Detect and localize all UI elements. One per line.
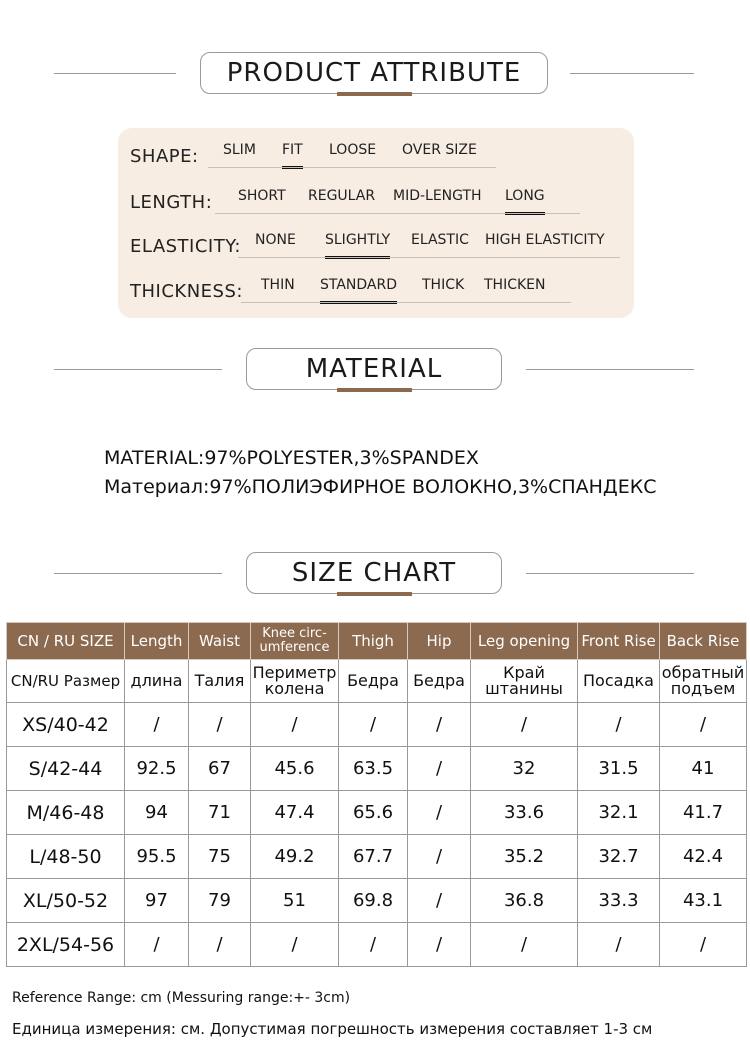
attr-option: THIN (261, 277, 295, 293)
product-attribute-header (0, 52, 750, 112)
table-row (7, 835, 747, 879)
title-accent-bar (337, 388, 412, 392)
table-cell: / (408, 879, 471, 923)
attr-option-selected: SLIGHTLY (325, 232, 390, 248)
table-cell: / (189, 703, 251, 747)
material-header (0, 348, 750, 408)
table-cell: / (471, 923, 578, 967)
header-cell: Hip (408, 623, 471, 660)
title-accent-bar (337, 592, 412, 596)
table-cell: 36.8 (471, 879, 578, 923)
table-row (7, 703, 747, 747)
section-title: PRODUCT ATTRIBUTE (200, 52, 548, 94)
table-cell: / (578, 923, 660, 967)
reference-note-en: Reference Range: cm (Messuring range:+- 3cm) (12, 990, 351, 1006)
table-cell: 42.4 (660, 835, 747, 879)
table-cell: / (408, 703, 471, 747)
header-cell: Leg opening (471, 623, 578, 660)
header-cell: Knee circ-umference (251, 623, 339, 660)
table-cell: 31.5 (578, 747, 660, 791)
header-cell-ru: Бедра (408, 660, 471, 703)
attr-option: HIGH ELASTICITY (485, 232, 605, 248)
table-cell: 32.1 (578, 791, 660, 835)
header-rule-left (54, 73, 176, 74)
table-cell: / (471, 703, 578, 747)
attr-option: SHORT (238, 188, 286, 204)
attr-label: THICKNESS: (130, 281, 243, 302)
table-row (7, 747, 747, 791)
header-cell: Length (125, 623, 189, 660)
attr-row-thickness (118, 275, 634, 305)
table-header-row (7, 623, 747, 660)
table-cell: / (251, 703, 339, 747)
attr-option-selected: FIT (282, 142, 303, 158)
attr-option: THICK (422, 277, 465, 293)
attr-rule (208, 167, 496, 168)
size-label-cell: 2XL/54-56 (7, 923, 125, 967)
attr-label: ELASTICITY: (130, 236, 241, 257)
header-cell: Waist (189, 623, 251, 660)
table-cell: 33.6 (471, 791, 578, 835)
table-cell: / (408, 835, 471, 879)
table-cell: / (660, 703, 747, 747)
attr-option-selected: LONG (505, 188, 545, 204)
size-label-cell: XS/40-42 (7, 703, 125, 747)
table-cell: / (251, 923, 339, 967)
header-cell-ru: Периметр колена (251, 660, 339, 703)
table-cell: 49.2 (251, 835, 339, 879)
table-cell: 65.6 (339, 791, 408, 835)
attr-option: MID-LENGTH (393, 188, 482, 204)
attr-row-elasticity (118, 230, 634, 260)
table-cell: / (125, 923, 189, 967)
table-cell: 67 (189, 747, 251, 791)
size-label-cell: S/42-44 (7, 747, 125, 791)
header-cell-ru: CN/RU Размер (7, 660, 125, 703)
header-cell-ru: Посадка (578, 660, 660, 703)
size-chart-header (0, 552, 750, 612)
table-header-row-ru (7, 660, 747, 703)
attr-rule (241, 302, 571, 303)
table-cell: / (339, 703, 408, 747)
table-row (7, 923, 747, 967)
attr-label: LENGTH: (130, 192, 213, 213)
header-rule-left (54, 369, 222, 370)
header-cell: Front Rise (578, 623, 660, 660)
attr-label: SHAPE: (130, 146, 199, 167)
attr-option: REGULAR (308, 188, 376, 204)
size-label-cell: XL/50-52 (7, 879, 125, 923)
table-cell: 75 (189, 835, 251, 879)
table-cell: / (189, 923, 251, 967)
table-cell: 79 (189, 879, 251, 923)
table-cell: 32.7 (578, 835, 660, 879)
header-cell-ru: Талия (189, 660, 251, 703)
table-cell: / (339, 923, 408, 967)
table-cell: 32 (471, 747, 578, 791)
attr-option: THICKEN (484, 277, 546, 293)
title-accent-bar (337, 92, 412, 96)
table-cell: 47.4 (251, 791, 339, 835)
header-rule-right (526, 573, 694, 574)
table-cell: / (408, 923, 471, 967)
table-cell: / (578, 703, 660, 747)
attr-option: NONE (255, 232, 296, 248)
attr-row-length (118, 186, 634, 216)
attr-option: OVER SIZE (402, 142, 477, 158)
reference-note-ru: Единица измерения: см. Допустимая погрешность измерения составляет 1-3 см (12, 1020, 653, 1038)
size-label-cell: L/48-50 (7, 835, 125, 879)
table-cell: 43.1 (660, 879, 747, 923)
table-cell: / (408, 791, 471, 835)
table-cell: / (408, 747, 471, 791)
attr-option-selected: STANDARD (320, 277, 397, 293)
table-cell: 41.7 (660, 791, 747, 835)
table-cell: 95.5 (125, 835, 189, 879)
attr-option: SLIM (223, 142, 256, 158)
header-rule-right (570, 73, 694, 74)
section-title: MATERIAL (246, 348, 502, 390)
size-label-cell: M/46-48 (7, 791, 125, 835)
table-cell: / (660, 923, 747, 967)
table-cell: 97 (125, 879, 189, 923)
size-chart-table (6, 622, 747, 967)
section-title: SIZE CHART (246, 552, 502, 594)
table-cell: 69.8 (339, 879, 408, 923)
attr-option: ELASTIC (411, 232, 469, 248)
header-cell: CN / RU SIZE (7, 623, 125, 660)
table-cell: 92.5 (125, 747, 189, 791)
header-cell: Back Rise (660, 623, 747, 660)
table-cell: 41 (660, 747, 747, 791)
table-cell: 35.2 (471, 835, 578, 879)
header-cell-ru: обратный подъем (660, 660, 747, 703)
material-text-ru: Материал:97%ПОЛИЭФИРНОЕ ВОЛОКНО,3%СПАНДЕКС (104, 476, 657, 498)
table-row (7, 879, 747, 923)
table-cell: 71 (189, 791, 251, 835)
table-cell: / (125, 703, 189, 747)
attr-rule (215, 213, 580, 214)
attribute-panel (118, 128, 634, 318)
table-cell: 45.6 (251, 747, 339, 791)
table-cell: 94 (125, 791, 189, 835)
attr-option: LOOSE (329, 142, 377, 158)
table-cell: 51 (251, 879, 339, 923)
header-cell-ru: Бедра (339, 660, 408, 703)
table-cell: 63.5 (339, 747, 408, 791)
table-row (7, 791, 747, 835)
header-rule-left (54, 573, 222, 574)
header-cell: Thigh (339, 623, 408, 660)
material-text-en: MATERIAL:97%POLYESTER,3%SPANDEX (104, 447, 479, 469)
attr-row-shape (118, 140, 634, 170)
header-rule-right (526, 369, 694, 370)
header-cell-ru: длина (125, 660, 189, 703)
header-cell-ru: Край штанины (471, 660, 578, 703)
table-cell: 67.7 (339, 835, 408, 879)
table-cell: 33.3 (578, 879, 660, 923)
attr-rule (238, 257, 620, 258)
